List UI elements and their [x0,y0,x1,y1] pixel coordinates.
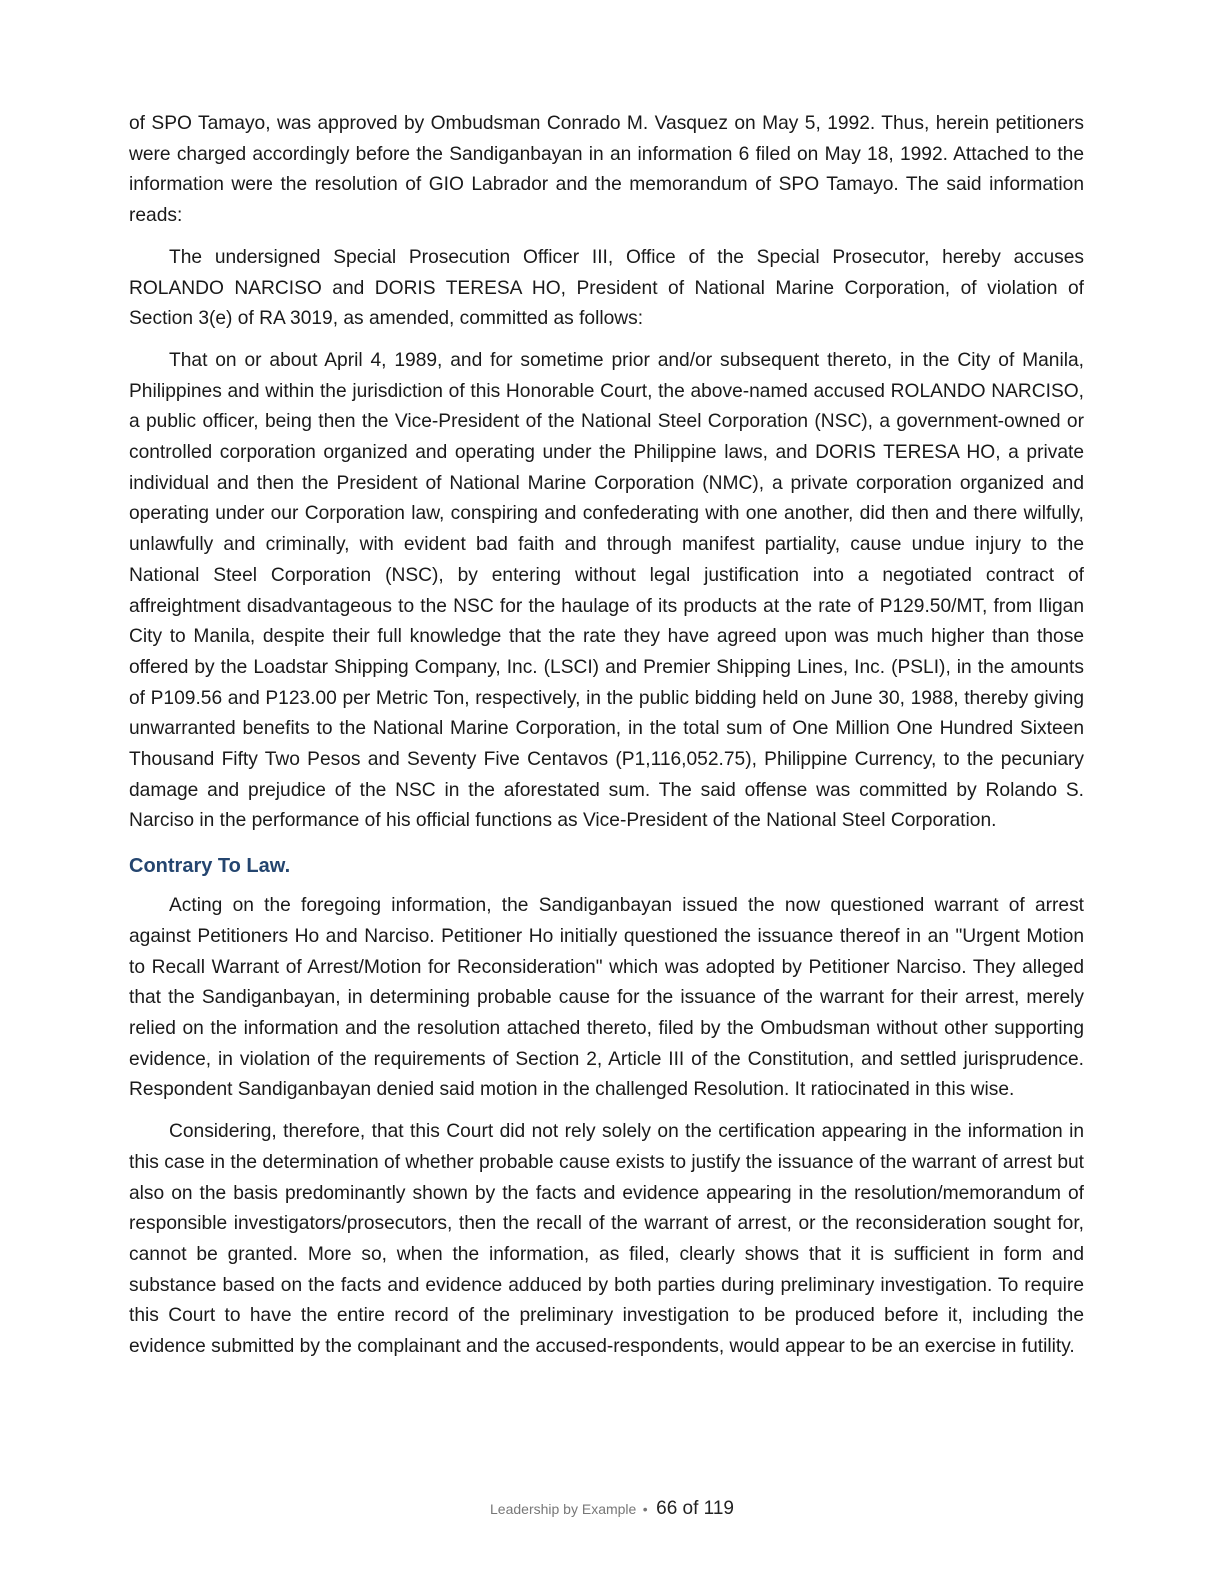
page-number: 66 of 119 [656,1498,734,1519]
document-body [129,109,1084,1374]
page-footer [0,1498,1224,1520]
paragraph-accusation: The undersigned Special Prosecution Officer III, Office of the Special Prosecutor, hereby accuses ROLANDO NARCISO and DORIS TERESA HO, President of National Marine Corporation, of violation of Section 3(e) of RA 3019, as amended, committed as follows: [129,246,1084,330]
paragraph-warrant: Acting on the foregoing information, the Sandiganbayan issued the now questioned warrant of arrest against Petitioners Ho and Narciso. Petitioner Ho initially questioned the issuance thereof in an "Urgent Motion to Recall Warrant of Arrest/Motion for Reconsideration" which was adopted by Petitioner Narciso. They alleged that the Sandiganbayan, in determining probable cause for the issuance of the warrant for their arrest, merely relied on the information and the resolution attached thereto, filed by the Ombudsman without other supporting evidence, in violation of the requirements of Section 2, Article III of the Constitution, and settled jurisprudence. Respondent Sandiganbayan denied said motion in the challenged Resolution. It ratiocinated in this wise. [129,895,1084,1101]
footer-bullet: • [642,1501,648,1517]
footer-title: Leadership by Example [490,1501,637,1517]
section-heading: Contrary To Law. [129,855,291,878]
paragraph-intro: of SPO Tamayo, was approved by Ombudsman Conrado M. Vasquez on May 5, 1992. Thus, herein petitioners were charged accordingly before the Sandiganbayan in an information 6 filed on May 18, 1992. Attached to the information were the resolution of GIO Labrador and the memorandum of SPO Tamayo. The said information reads: [129,113,1084,227]
paragraph-resolution: Considering, therefore, that this Court did not rely solely on the certification appearing in the information in this case in the determination of whether probable cause exists to justify the issuance of the warrant of arrest but also on the basis predominantly shown by the facts and evidence appearing in the resolution/memorandum of responsible investigators/prosecutors, then the recall of the warrant of arrest, or the reconsideration sought for, cannot be granted. More so, when the information, as filed, clearly shows that it is sufficient in form and substance based on the facts and evidence adduced by both parties during preliminary investigation. To require this Court to have the entire record of the preliminary investigation to be produced before it, including the evidence submitted by the complainant and the accused-respondents, would appear to be an exercise in futility. [129,1121,1084,1358]
paragraph-charges: That on or about April 4, 1989, and for sometime prior and/or subsequent thereto, in the City of Manila, Philippines and within the jurisdiction of this Honorable Court, the above-named accused ROLANDO NARCISO, a public officer, being then the Vice-President of the National Steel Corporation (NSC), a government-owned or controlled corporation organized and operating under the Philippine laws, and DORIS TERESA HO, a private individual and then the President of National Marine Corporation (NMC), a private corporation organized and operating under our Corporation law, conspiring and confederating with one another, did then and there wilfully, unlawfully and criminally, with evident bad faith and through manifest partiality, cause undue injury to the National Steel Corporation (NSC), by entering without legal justification into a negotiated contract of affreightment disadvantageous to the NSC for the haulage of its products at the rate of P129.50/MT, from Iligan City to Manila, despite their full knowledge that the rate they have agreed upon was much higher than those offered by the Loadstar Shipping Company, Inc. (LSCI) and Premier Shipping Lines, Inc. (PSLI), in the amounts of P109.56 and P123.00 per Metric Ton, respectively, in the public bidding held on June 30, 1988, thereby giving unwarranted benefits to the National Marine Corporation, in the total sum of One Million One Hundred Sixteen Thousand Fifty Two Pesos and Seventy Five Centavos (P1,116,052.75), Philippine Currency, to the pecuniary damage and prejudice of the NSC in the aforestated sum. The said offense was committed by Rolando S. Narciso in the performance of his official functions as Vice-President of the National Steel Corporation. [129,349,1084,832]
